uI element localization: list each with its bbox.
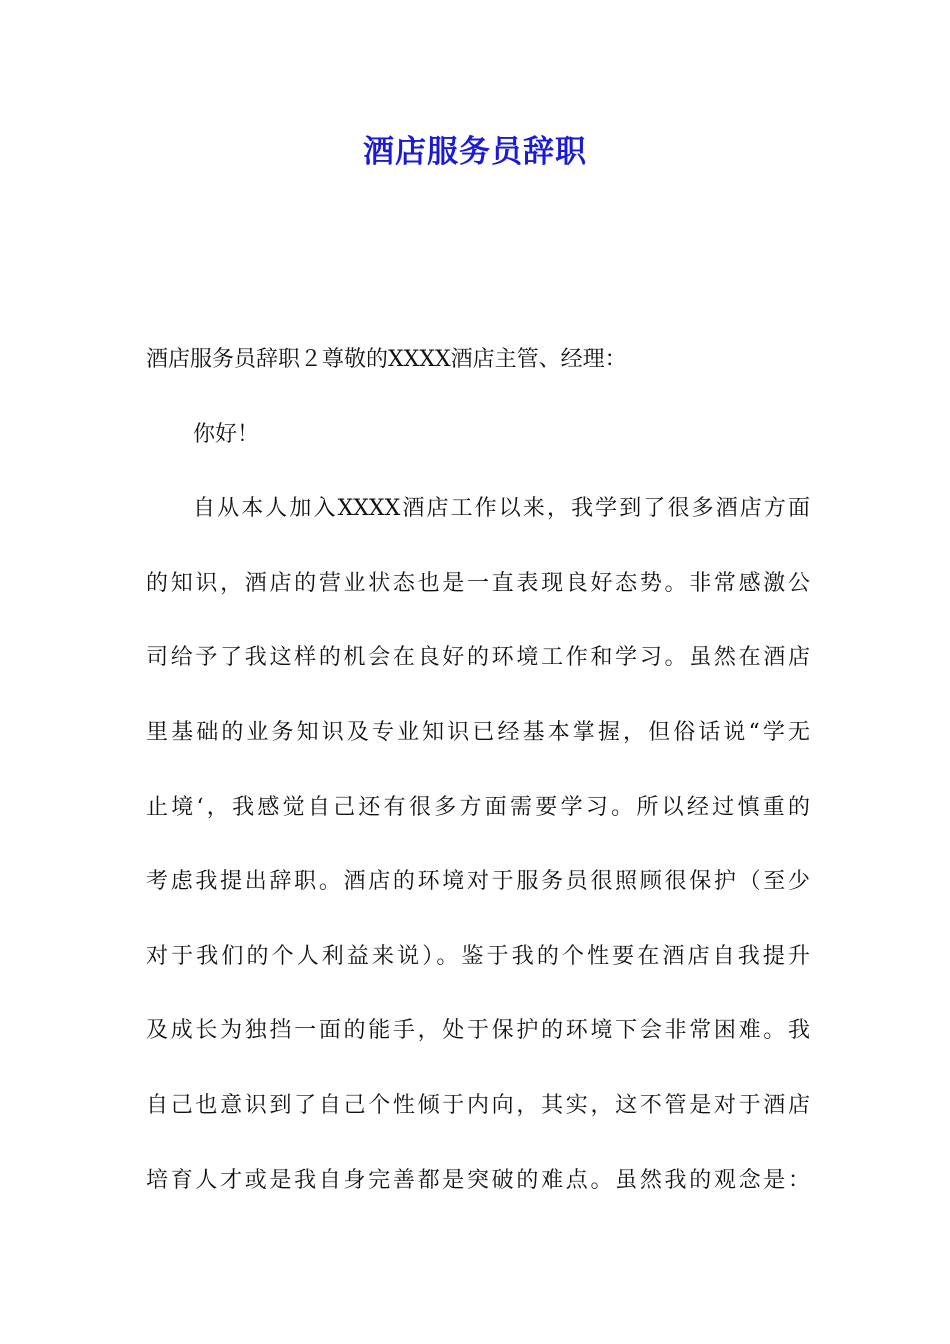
paragraph-line: 自从本人加入XXXX酒店工作以来，我学到了很多酒店方面 [193, 496, 810, 522]
greeting-line: 你好！ [193, 421, 260, 447]
paragraph-line: 止境‘，我感觉自己还有很多方面需要学习。所以经过慎重的 [146, 794, 810, 820]
paragraph-line: 培育人才或是我自身完善都是突破的难点。虽然我的观念是： [146, 1167, 810, 1193]
document-title: 酒店服务员辞职 [363, 134, 587, 170]
paragraph-line: 的知识，酒店的营业状态也是一直表现良好态势。非常感激公 [146, 570, 810, 596]
document-body [146, 335, 810, 1230]
paragraph-line: 对于我们的个人利益来说）。鉴于我的个性要在酒店自我提升 [146, 943, 810, 969]
paragraph-line: 考虑我提出辞职。酒店的环境对于服务员很照顾很保护（至少 [146, 869, 810, 895]
paragraph-line: 司给予了我这样的机会在良好的环境工作和学习。虽然在酒店 [146, 645, 810, 671]
paragraph-line: 里基础的业务知识及专业知识已经基本掌握，但俗话说“学无 [146, 719, 810, 745]
salutation-line: 酒店服务员辞职２尊敬的XXXX酒店主管、经理： [146, 347, 627, 372]
paragraph-line: 自己也意识到了自己个性倾于内向，其实，这不管是对于酒店 [146, 1092, 810, 1118]
paragraph-line: 及成长为独挡一面的能手，处于保护的环境下会非常困难。我 [146, 1018, 810, 1044]
